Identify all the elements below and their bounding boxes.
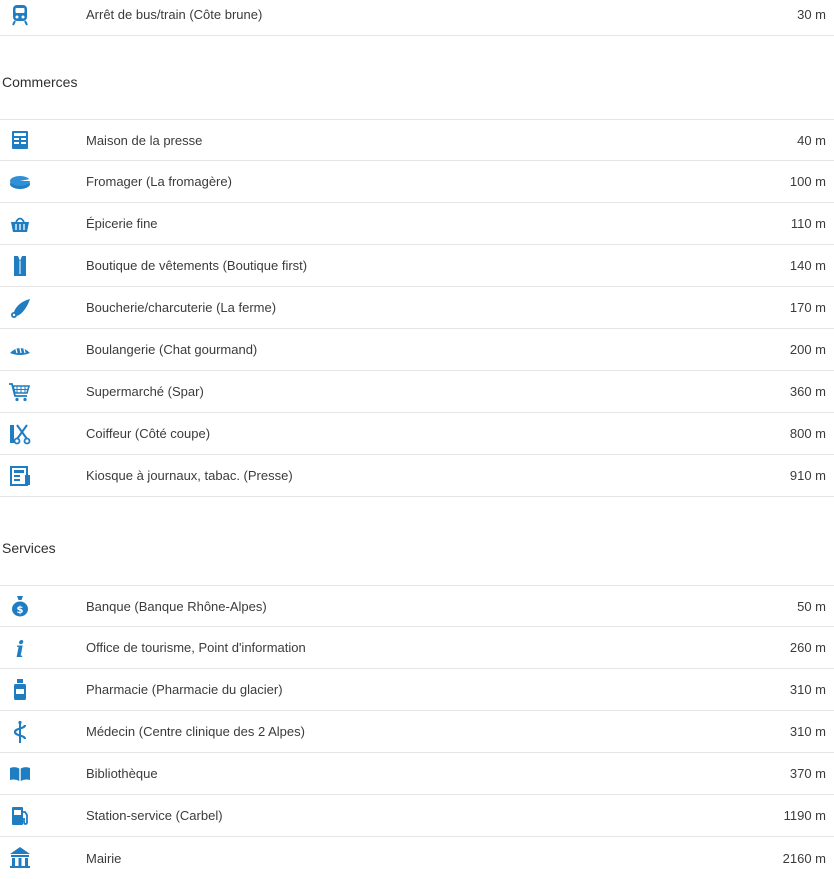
svg-text:i: i: [15, 636, 25, 660]
list-item-label: Pharmacie (Pharmacie du glacier): [86, 682, 283, 697]
cheese-icon: [8, 170, 32, 194]
money-bag-icon: [8, 594, 32, 618]
list-item: [0, 329, 834, 371]
train-icon: [8, 3, 32, 27]
list-item-distance: 50 m: [797, 598, 826, 614]
list-item: [0, 203, 834, 245]
list-item: [0, 627, 834, 669]
kiosk-icon: [8, 464, 32, 488]
list-item-distance: 310 m: [789, 682, 826, 697]
list-item-distance: 110 m: [790, 216, 826, 231]
list-item-label: Boutique de vêtements (Boutique first): [86, 258, 308, 273]
list-item: [0, 753, 834, 795]
list-item: [0, 161, 834, 203]
bread-icon: [8, 338, 32, 362]
list-item-label: Banque (Banque Rhône-Alpes): [86, 598, 267, 614]
list-item-distance: 140 m: [789, 258, 826, 273]
list-item-label: Boulangerie (Chat gourmand): [86, 342, 258, 357]
clothing-icon: [8, 254, 32, 278]
list-item-distance: 800 m: [789, 426, 826, 441]
section-title-commerces: Commerces: [2, 74, 78, 90]
book-icon: [8, 762, 32, 786]
basket-icon: [8, 212, 32, 236]
list-item-distance: 30 m: [797, 7, 826, 22]
list-item-distance: 310 m: [789, 724, 826, 739]
section-title-services: Services: [2, 540, 56, 556]
list-item: [0, 669, 834, 711]
list-item-distance: 2160 m: [782, 850, 826, 866]
town-hall-icon: [8, 846, 32, 870]
list-item: [0, 837, 834, 879]
list-item: [0, 795, 834, 837]
list-item-distance: 40 m: [797, 132, 826, 148]
list-item-label: Coiffeur (Côté coupe): [86, 426, 211, 441]
list-item: [0, 119, 834, 161]
list-item-label: Kiosque à journaux, tabac. (Presse): [86, 468, 293, 483]
list-item-label: Supermarché (Spar): [86, 384, 204, 399]
list-item-label: Bibliothèque: [86, 766, 158, 781]
list-item-label: Arrêt de bus/train (Côte brune): [86, 7, 263, 22]
list-item: [0, 413, 834, 455]
list-item-label: Station-service (Carbel): [86, 808, 223, 823]
list-item-distance: 370 m: [789, 766, 826, 781]
caduceus-icon: [8, 720, 32, 744]
list-item-distance: 200 m: [789, 342, 826, 357]
list-item-label: Épicerie fine: [86, 216, 158, 231]
ham-icon: [8, 296, 32, 320]
list-item: [0, 287, 834, 329]
list-item-label: Office de tourisme, Point d'information: [86, 640, 306, 655]
info-icon: [8, 636, 32, 660]
list-item-distance: 910 m: [789, 468, 826, 483]
list-item-distance: 1190 m: [783, 808, 826, 823]
list-item-distance: 260 m: [789, 640, 826, 655]
scissors-icon: [8, 422, 32, 446]
list-item-label: Fromager (La fromagère): [86, 174, 232, 189]
list-item: [0, 371, 834, 413]
list-item-distance: 100 m: [789, 174, 826, 189]
list-item: [0, 455, 834, 497]
list-item-distance: 360 m: [789, 384, 826, 399]
list-item: [0, 245, 834, 287]
medicine-bottle-icon: [8, 678, 32, 702]
list-item: [0, 585, 834, 627]
list-item-label: Maison de la presse: [86, 132, 203, 148]
list-item-label: Médecin (Centre clinique des 2 Alpes): [86, 724, 305, 739]
list-item: [0, 0, 834, 36]
newspaper-icon: [8, 128, 32, 152]
list-item-distance: 170 m: [789, 300, 826, 315]
fuel-pump-icon: [8, 804, 32, 828]
list-item-label: Mairie: [86, 850, 122, 866]
cart-icon: [8, 380, 32, 404]
list-item-label: Boucherie/charcuterie (La ferme): [86, 300, 277, 315]
list-item: [0, 711, 834, 753]
svg-text:$: $: [16, 605, 24, 616]
